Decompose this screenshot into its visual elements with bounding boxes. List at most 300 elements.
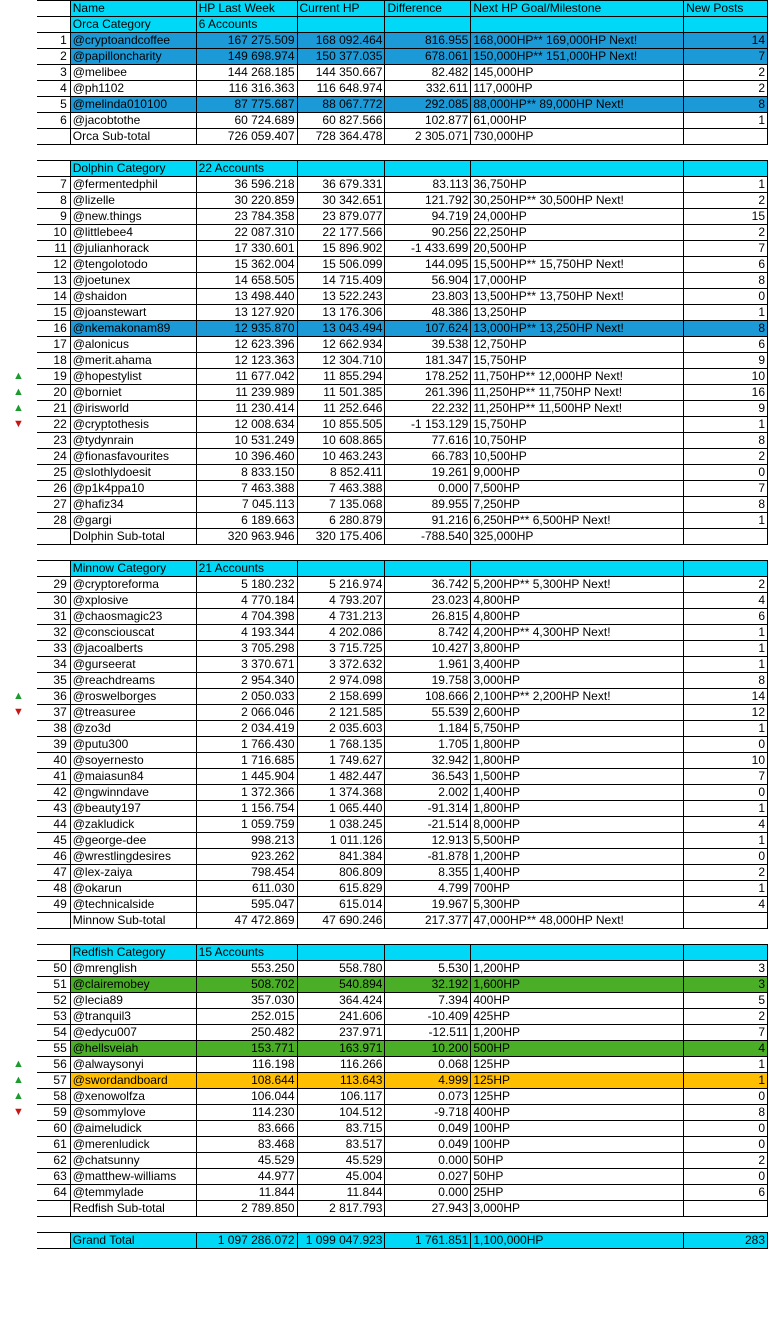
current-hp[interactable]: 88 067.772 — [297, 97, 385, 113]
rank-cell[interactable]: 8 — [36, 193, 70, 209]
current-hp[interactable]: 10 855.505 — [297, 417, 385, 433]
new-posts[interactable]: 14 — [684, 33, 768, 49]
current-hp[interactable]: 168 092.464 — [297, 33, 385, 49]
difference[interactable]: 55.539 — [385, 705, 471, 721]
hp-last-week[interactable]: 7 045.113 — [196, 497, 297, 513]
category-empty-cell[interactable] — [471, 17, 684, 33]
next-goal[interactable]: 100HP — [471, 1121, 684, 1137]
account-name[interactable]: @tranquil3 — [70, 1009, 196, 1025]
rank-cell[interactable]: 38 — [36, 721, 70, 737]
next-goal[interactable]: 125HP — [471, 1073, 684, 1089]
account-name[interactable]: @melibee — [70, 65, 196, 81]
difference[interactable]: 332.611 — [385, 81, 471, 97]
hp-last-week[interactable]: 4 704.398 — [196, 609, 297, 625]
current-hp[interactable]: 163.971 — [297, 1041, 385, 1057]
new-posts[interactable]: 14 — [684, 689, 768, 705]
new-posts[interactable]: 2 — [684, 1009, 768, 1025]
next-goal[interactable]: 700HP — [471, 881, 684, 897]
column-header-difference[interactable]: Difference — [385, 1, 471, 17]
account-name[interactable]: @ph1102 — [70, 81, 196, 97]
new-posts[interactable]: 4 — [684, 593, 768, 609]
difference[interactable]: 89.955 — [385, 497, 471, 513]
hp-last-week[interactable]: 2 050.033 — [196, 689, 297, 705]
hp-last-week[interactable]: 106.044 — [196, 1089, 297, 1105]
account-name[interactable]: @mrenglish — [70, 961, 196, 977]
rank-cell[interactable]: 34 — [36, 657, 70, 673]
hp-last-week[interactable]: 108.644 — [196, 1073, 297, 1089]
new-posts[interactable]: 0 — [684, 465, 768, 481]
current-hp[interactable]: 6 280.879 — [297, 513, 385, 529]
account-name[interactable]: @george-dee — [70, 833, 196, 849]
new-posts[interactable] — [684, 529, 768, 545]
rank-cell[interactable]: 7 — [36, 177, 70, 193]
new-posts[interactable]: 1 — [684, 721, 768, 737]
category-empty-cell[interactable] — [471, 945, 684, 961]
category-empty-cell[interactable] — [385, 945, 471, 961]
new-posts[interactable]: 6 — [684, 257, 768, 273]
column-header-current-hp[interactable]: Current HP — [297, 1, 385, 17]
current-hp[interactable]: 841.384 — [297, 849, 385, 865]
column-header-name[interactable]: Name — [70, 1, 196, 17]
hp-last-week[interactable]: 44.977 — [196, 1169, 297, 1185]
rank-cell[interactable] — [36, 529, 70, 545]
rank-cell[interactable] — [36, 17, 70, 33]
current-hp[interactable]: 728 364.478 — [297, 129, 385, 145]
next-goal[interactable]: 4,200HP** 4,300HP Next! — [471, 625, 684, 641]
hp-last-week[interactable]: 11 677.042 — [196, 369, 297, 385]
current-hp[interactable]: 3 372.632 — [297, 657, 385, 673]
empty-cell[interactable] — [471, 1217, 684, 1233]
rank-cell[interactable]: 26 — [36, 481, 70, 497]
category-empty-cell[interactable] — [297, 945, 385, 961]
empty-cell[interactable] — [385, 929, 471, 945]
current-hp[interactable]: 45.004 — [297, 1169, 385, 1185]
hp-last-week[interactable]: 17 330.601 — [196, 241, 297, 257]
difference[interactable]: 678.061 — [385, 49, 471, 65]
hp-last-week[interactable]: 2 034.419 — [196, 721, 297, 737]
account-name[interactable]: @borniet — [70, 385, 196, 401]
empty-cell[interactable] — [196, 1217, 297, 1233]
difference[interactable]: 36.742 — [385, 577, 471, 593]
rank-cell[interactable]: 53 — [36, 1009, 70, 1025]
next-goal[interactable]: 3,400HP — [471, 657, 684, 673]
next-goal[interactable]: 12,750HP — [471, 337, 684, 353]
difference[interactable]: 19.967 — [385, 897, 471, 913]
account-name[interactable]: @jacoalberts — [70, 641, 196, 657]
current-hp[interactable]: 364.424 — [297, 993, 385, 1009]
new-posts[interactable]: 7 — [684, 769, 768, 785]
hp-last-week[interactable]: 15 362.004 — [196, 257, 297, 273]
difference[interactable]: 1 761.851 — [385, 1233, 471, 1249]
current-hp[interactable]: 10 608.865 — [297, 433, 385, 449]
new-posts[interactable]: 4 — [684, 817, 768, 833]
next-goal[interactable]: 13,250HP — [471, 305, 684, 321]
empty-cell[interactable] — [196, 929, 297, 945]
account-name[interactable]: @zakludick — [70, 817, 196, 833]
rank-cell[interactable]: 21 — [36, 401, 70, 417]
difference[interactable]: -1 433.699 — [385, 241, 471, 257]
account-name[interactable]: @hopestylist — [70, 369, 196, 385]
difference[interactable]: 0.068 — [385, 1057, 471, 1073]
new-posts[interactable]: 2 — [684, 225, 768, 241]
hp-last-week[interactable]: 2 954.340 — [196, 673, 297, 689]
rank-cell[interactable]: 12 — [36, 257, 70, 273]
current-hp[interactable]: 237.971 — [297, 1025, 385, 1041]
rank-cell[interactable]: 28 — [36, 513, 70, 529]
empty-cell[interactable] — [684, 929, 768, 945]
rank-cell[interactable]: 58 — [36, 1089, 70, 1105]
current-hp[interactable]: 106.117 — [297, 1089, 385, 1105]
next-goal[interactable]: 88,000HP** 89,000HP Next! — [471, 97, 684, 113]
next-goal[interactable]: 5,500HP — [471, 833, 684, 849]
difference[interactable]: 48.386 — [385, 305, 471, 321]
rank-cell[interactable]: 49 — [36, 897, 70, 913]
rank-cell[interactable]: 45 — [36, 833, 70, 849]
hp-last-week[interactable]: 36 596.218 — [196, 177, 297, 193]
difference[interactable]: 8.742 — [385, 625, 471, 641]
new-posts[interactable]: 4 — [684, 897, 768, 913]
hp-last-week[interactable]: 250.482 — [196, 1025, 297, 1041]
empty-cell[interactable] — [471, 929, 684, 945]
difference[interactable]: 32.942 — [385, 753, 471, 769]
next-goal[interactable]: 168,000HP** 169,000HP Next! — [471, 33, 684, 49]
hp-last-week[interactable]: 149 698.974 — [196, 49, 297, 65]
next-goal[interactable]: 20,500HP — [471, 241, 684, 257]
account-name[interactable]: @ngwinndave — [70, 785, 196, 801]
current-hp[interactable]: 22 177.566 — [297, 225, 385, 241]
difference[interactable]: 4.799 — [385, 881, 471, 897]
difference[interactable]: 82.482 — [385, 65, 471, 81]
rank-cell[interactable]: 6 — [36, 113, 70, 129]
hp-last-week[interactable]: 10 531.249 — [196, 433, 297, 449]
current-hp[interactable]: 23 879.077 — [297, 209, 385, 225]
account-name[interactable]: @swordandboard — [70, 1073, 196, 1089]
new-posts[interactable]: 0 — [684, 289, 768, 305]
difference[interactable]: 39.538 — [385, 337, 471, 353]
hp-last-week[interactable]: 611.030 — [196, 881, 297, 897]
difference[interactable]: -91.314 — [385, 801, 471, 817]
new-posts[interactable]: 8 — [684, 97, 768, 113]
difference[interactable]: 107.624 — [385, 321, 471, 337]
hp-last-week[interactable]: 553.250 — [196, 961, 297, 977]
category-empty-cell[interactable] — [471, 161, 684, 177]
account-name[interactable]: @chaosmagic23 — [70, 609, 196, 625]
account-name[interactable]: @reachdreams — [70, 673, 196, 689]
new-posts[interactable]: 1 — [684, 305, 768, 321]
rank-cell[interactable]: 41 — [36, 769, 70, 785]
empty-cell[interactable] — [385, 545, 471, 561]
rank-cell[interactable]: 11 — [36, 241, 70, 257]
account-name[interactable]: @beauty197 — [70, 801, 196, 817]
difference[interactable]: 2 305.071 — [385, 129, 471, 145]
rank-cell[interactable]: 51 — [36, 977, 70, 993]
new-posts[interactable] — [684, 129, 768, 145]
next-goal[interactable]: 17,000HP — [471, 273, 684, 289]
account-name[interactable]: @merit.ahama — [70, 353, 196, 369]
difference[interactable]: 108.666 — [385, 689, 471, 705]
hp-last-week[interactable]: 2 066.046 — [196, 705, 297, 721]
new-posts[interactable]: 8 — [684, 321, 768, 337]
hp-last-week[interactable]: 13 127.920 — [196, 305, 297, 321]
difference[interactable]: 26.815 — [385, 609, 471, 625]
next-goal[interactable]: 47,000HP** 48,000HP Next! — [471, 913, 684, 929]
difference[interactable]: 7.394 — [385, 993, 471, 1009]
difference[interactable]: 0.049 — [385, 1137, 471, 1153]
new-posts[interactable]: 1 — [684, 417, 768, 433]
new-posts[interactable]: 5 — [684, 993, 768, 1009]
empty-cell[interactable] — [36, 145, 70, 161]
account-name[interactable]: @nkemakonam89 — [70, 321, 196, 337]
next-goal[interactable]: 1,200HP — [471, 961, 684, 977]
current-hp[interactable]: 4 793.207 — [297, 593, 385, 609]
rank-cell[interactable]: 25 — [36, 465, 70, 481]
category-empty-cell[interactable] — [684, 17, 768, 33]
new-posts[interactable]: 0 — [684, 737, 768, 753]
difference[interactable]: 94.719 — [385, 209, 471, 225]
current-hp[interactable]: 2 817.793 — [297, 1201, 385, 1217]
hp-last-week[interactable]: 11.844 — [196, 1185, 297, 1201]
next-goal[interactable]: 1,200HP — [471, 1025, 684, 1041]
hp-last-week[interactable]: 30 220.859 — [196, 193, 297, 209]
rank-cell[interactable]: 22 — [36, 417, 70, 433]
empty-cell[interactable] — [70, 929, 196, 945]
new-posts[interactable]: 7 — [684, 481, 768, 497]
hp-last-week[interactable]: 1 716.685 — [196, 753, 297, 769]
next-goal[interactable]: 145,000HP — [471, 65, 684, 81]
account-name[interactable]: Grand Total — [70, 1233, 196, 1249]
next-goal[interactable]: 30,250HP** 30,500HP Next! — [471, 193, 684, 209]
next-goal[interactable]: 15,750HP — [471, 417, 684, 433]
account-name[interactable]: @fermentedphil — [70, 177, 196, 193]
current-hp[interactable]: 7 135.068 — [297, 497, 385, 513]
new-posts[interactable]: 3 — [684, 977, 768, 993]
next-goal[interactable]: 25HP — [471, 1185, 684, 1201]
account-name[interactable]: @tengolotodo — [70, 257, 196, 273]
difference[interactable]: 1.961 — [385, 657, 471, 673]
new-posts[interactable]: 1 — [684, 641, 768, 657]
next-goal[interactable]: 13,000HP** 13,250HP Next! — [471, 321, 684, 337]
account-name[interactable]: @zo3d — [70, 721, 196, 737]
difference[interactable]: 90.256 — [385, 225, 471, 241]
category-empty-cell[interactable] — [684, 161, 768, 177]
hp-last-week[interactable]: 60 724.689 — [196, 113, 297, 129]
new-posts[interactable]: 0 — [684, 1089, 768, 1105]
current-hp[interactable]: 11 855.294 — [297, 369, 385, 385]
current-hp[interactable]: 615.829 — [297, 881, 385, 897]
current-hp[interactable]: 15 506.099 — [297, 257, 385, 273]
rank-cell[interactable]: 35 — [36, 673, 70, 689]
new-posts[interactable]: 1 — [684, 113, 768, 129]
hp-last-week[interactable]: 5 180.232 — [196, 577, 297, 593]
hp-last-week[interactable]: 2 789.850 — [196, 1201, 297, 1217]
rank-cell[interactable]: 20 — [36, 385, 70, 401]
hp-last-week[interactable]: 114.230 — [196, 1105, 297, 1121]
next-goal[interactable]: 1,500HP — [471, 769, 684, 785]
hp-last-week[interactable]: 11 239.989 — [196, 385, 297, 401]
current-hp[interactable]: 83.517 — [297, 1137, 385, 1153]
difference[interactable]: 23.023 — [385, 593, 471, 609]
rank-cell[interactable]: 42 — [36, 785, 70, 801]
hp-last-week[interactable]: 1 445.904 — [196, 769, 297, 785]
account-name[interactable]: @clairemobey — [70, 977, 196, 993]
rank-cell[interactable]: 44 — [36, 817, 70, 833]
account-name[interactable]: @melinda010100 — [70, 97, 196, 113]
difference[interactable]: -788.540 — [385, 529, 471, 545]
hp-last-week[interactable]: 726 059.407 — [196, 129, 297, 145]
hp-last-week[interactable]: 6 189.663 — [196, 513, 297, 529]
new-posts[interactable]: 7 — [684, 241, 768, 257]
account-name[interactable]: @tydynrain — [70, 433, 196, 449]
rank-cell[interactable]: 60 — [36, 1121, 70, 1137]
category-empty-cell[interactable] — [297, 17, 385, 33]
hp-last-week[interactable]: 153.771 — [196, 1041, 297, 1057]
account-name[interactable]: @papilloncharity — [70, 49, 196, 65]
account-name[interactable]: @merenludick — [70, 1137, 196, 1153]
current-hp[interactable]: 11 501.385 — [297, 385, 385, 401]
account-name[interactable]: @matthew-williams — [70, 1169, 196, 1185]
hp-last-week[interactable]: 13 498.440 — [196, 289, 297, 305]
rank-cell[interactable]: 43 — [36, 801, 70, 817]
rank-cell[interactable]: 3 — [36, 65, 70, 81]
account-name[interactable]: @roswelborges — [70, 689, 196, 705]
next-goal[interactable]: 1,200HP — [471, 849, 684, 865]
empty-cell[interactable] — [385, 1217, 471, 1233]
rank-cell[interactable]: 57 — [36, 1073, 70, 1089]
next-goal[interactable]: 10,750HP — [471, 433, 684, 449]
empty-cell[interactable] — [684, 145, 768, 161]
hp-last-week[interactable]: 3 705.298 — [196, 641, 297, 657]
next-goal[interactable]: 500HP — [471, 1041, 684, 1057]
new-posts[interactable]: 10 — [684, 753, 768, 769]
hp-last-week[interactable]: 508.702 — [196, 977, 297, 993]
hp-last-week[interactable]: 116 316.363 — [196, 81, 297, 97]
new-posts[interactable]: 8 — [684, 273, 768, 289]
hp-last-week[interactable]: 4 193.344 — [196, 625, 297, 641]
rank-cell[interactable]: 31 — [36, 609, 70, 625]
account-name[interactable]: @xplosive — [70, 593, 196, 609]
current-hp[interactable]: 36 679.331 — [297, 177, 385, 193]
hp-last-week[interactable]: 83.666 — [196, 1121, 297, 1137]
rank-cell[interactable]: 2 — [36, 49, 70, 65]
next-goal[interactable]: 15,750HP — [471, 353, 684, 369]
account-name[interactable]: @new.things — [70, 209, 196, 225]
current-hp[interactable]: 10 463.243 — [297, 449, 385, 465]
current-hp[interactable]: 104.512 — [297, 1105, 385, 1121]
hp-last-week[interactable]: 10 396.460 — [196, 449, 297, 465]
category-name[interactable]: Dolphin Category — [70, 161, 196, 177]
new-posts[interactable]: 10 — [684, 369, 768, 385]
rank-cell[interactable]: 5 — [36, 97, 70, 113]
account-name[interactable]: @putu300 — [70, 737, 196, 753]
rank-cell[interactable]: 15 — [36, 305, 70, 321]
account-name[interactable]: @xenowolfza — [70, 1089, 196, 1105]
rank-cell[interactable]: 19 — [36, 369, 70, 385]
next-goal[interactable]: 5,300HP — [471, 897, 684, 913]
rank-cell[interactable] — [36, 1233, 70, 1249]
account-name[interactable]: @julianhorack — [70, 241, 196, 257]
current-hp[interactable]: 150 377.035 — [297, 49, 385, 65]
current-hp[interactable]: 30 342.651 — [297, 193, 385, 209]
account-name[interactable]: @cryptoandcoffee — [70, 33, 196, 49]
current-hp[interactable]: 1 749.627 — [297, 753, 385, 769]
hp-last-week[interactable]: 83.468 — [196, 1137, 297, 1153]
current-hp[interactable]: 12 662.934 — [297, 337, 385, 353]
current-hp[interactable]: 1 065.440 — [297, 801, 385, 817]
empty-cell[interactable] — [684, 545, 768, 561]
account-name[interactable]: @cryptothesis — [70, 417, 196, 433]
current-hp[interactable]: 113.643 — [297, 1073, 385, 1089]
account-name[interactable]: @gurseerat — [70, 657, 196, 673]
current-hp[interactable]: 11.844 — [297, 1185, 385, 1201]
account-name[interactable]: @edycu007 — [70, 1025, 196, 1041]
empty-cell[interactable] — [471, 145, 684, 161]
current-hp[interactable]: 116 648.974 — [297, 81, 385, 97]
column-header-next-goal[interactable]: Next HP Goal/Milestone — [471, 1, 684, 17]
rank-cell[interactable]: 46 — [36, 849, 70, 865]
current-hp[interactable]: 1 011.126 — [297, 833, 385, 849]
next-goal[interactable]: 125HP — [471, 1057, 684, 1073]
current-hp[interactable]: 8 852.411 — [297, 465, 385, 481]
hp-last-week[interactable]: 144 268.185 — [196, 65, 297, 81]
hp-last-week[interactable]: 47 472.869 — [196, 913, 297, 929]
account-name[interactable]: @lex-zaiya — [70, 865, 196, 881]
account-name[interactable]: @alwaysonyi — [70, 1057, 196, 1073]
difference[interactable]: 91.216 — [385, 513, 471, 529]
category-count[interactable]: 21 Accounts — [196, 561, 297, 577]
new-posts[interactable]: 2 — [684, 193, 768, 209]
difference[interactable]: 102.877 — [385, 113, 471, 129]
next-goal[interactable]: 1,600HP — [471, 977, 684, 993]
current-hp[interactable]: 60 827.566 — [297, 113, 385, 129]
current-hp[interactable]: 540.894 — [297, 977, 385, 993]
category-empty-cell[interactable] — [471, 561, 684, 577]
hp-last-week[interactable]: 1 059.759 — [196, 817, 297, 833]
current-hp[interactable]: 1 038.245 — [297, 817, 385, 833]
next-goal[interactable]: 100HP — [471, 1137, 684, 1153]
account-name[interactable]: Minnow Sub-total — [70, 913, 196, 929]
next-goal[interactable]: 325,000HP — [471, 529, 684, 545]
next-goal[interactable]: 1,100,000HP — [471, 1233, 684, 1249]
rank-cell[interactable]: 32 — [36, 625, 70, 641]
hp-last-week[interactable]: 595.047 — [196, 897, 297, 913]
next-goal[interactable]: 24,000HP — [471, 209, 684, 225]
column-header-hp-last-week[interactable]: HP Last Week — [196, 1, 297, 17]
account-name[interactable]: @p1k4ppa10 — [70, 481, 196, 497]
empty-cell[interactable] — [297, 929, 385, 945]
current-hp[interactable]: 241.606 — [297, 1009, 385, 1025]
next-goal[interactable]: 3,800HP — [471, 641, 684, 657]
empty-cell[interactable] — [36, 545, 70, 561]
new-posts[interactable]: 6 — [684, 1185, 768, 1201]
current-hp[interactable]: 320 175.406 — [297, 529, 385, 545]
new-posts[interactable]: 8 — [684, 673, 768, 689]
new-posts[interactable]: 0 — [684, 1137, 768, 1153]
hp-last-week[interactable]: 998.213 — [196, 833, 297, 849]
account-name[interactable]: @joetunex — [70, 273, 196, 289]
next-goal[interactable]: 117,000HP — [471, 81, 684, 97]
rank-cell[interactable]: 17 — [36, 337, 70, 353]
new-posts[interactable]: 1 — [684, 833, 768, 849]
hp-last-week[interactable]: 11 230.414 — [196, 401, 297, 417]
account-name[interactable]: @fionasfavourites — [70, 449, 196, 465]
new-posts[interactable]: 15 — [684, 209, 768, 225]
rank-cell[interactable]: 50 — [36, 961, 70, 977]
rank-cell[interactable]: 29 — [36, 577, 70, 593]
next-goal[interactable]: 1,800HP — [471, 801, 684, 817]
new-posts[interactable]: 1 — [684, 881, 768, 897]
hp-last-week[interactable]: 12 623.396 — [196, 337, 297, 353]
current-hp[interactable]: 806.809 — [297, 865, 385, 881]
